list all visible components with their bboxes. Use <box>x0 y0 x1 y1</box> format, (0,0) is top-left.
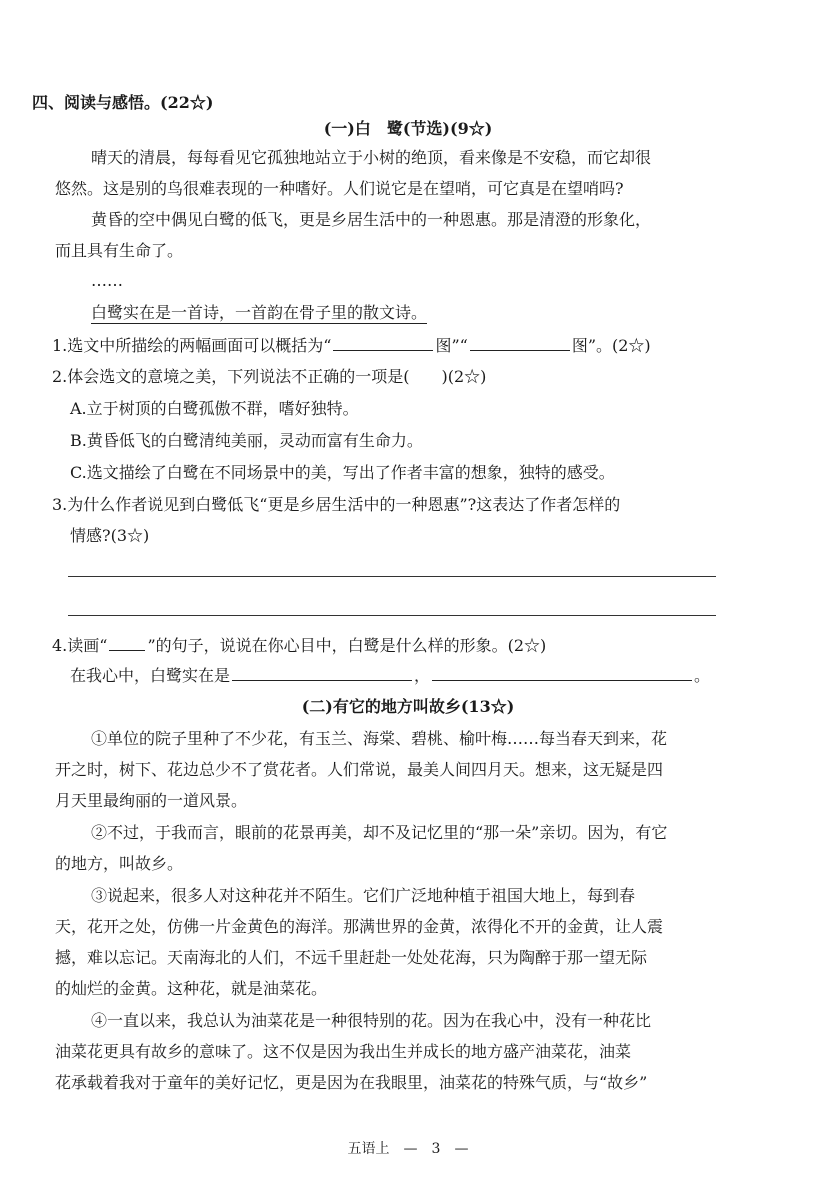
q1-text-a: 1.选文中所描绘的两幅画面可以概括为“ <box>52 336 332 355</box>
passage2-p3-line3: 撼，难以忘记。天南海北的人们，不远千里赶赴一处处花海，只为陶醉于那一望无际 <box>55 948 648 967</box>
q4-fill-line <box>70 664 710 687</box>
passage2-p4-line2: 油菜花更具有故乡的意味了。这不仅是因为我出生并成长的地方盛产油菜花，油菜 <box>55 1042 632 1061</box>
q1-blank-1[interactable] <box>333 334 433 351</box>
q4-blank-2[interactable] <box>432 664 692 681</box>
q4-text-a: 4.读画“ <box>52 636 108 655</box>
passage2-p4-line1: ④一直以来，我总认为油菜花是一种很特别的花。因为在我心中，没有一种花比 <box>91 1011 652 1030</box>
passage2-p4-line3: 花承载着我对于童年的美好记忆，更是因为在我眼里，油菜花的特殊气质，与“故乡” <box>55 1073 648 1092</box>
q4-blank-1[interactable] <box>232 664 412 681</box>
question-3-line2: 情感?(3☆) <box>70 526 150 545</box>
passage1-p1-line1: 晴天的清晨，每每看见它孤独地站立于小树的绝顶，看来像是不安稳，而它却很 <box>91 148 652 167</box>
passage1-p2-line1: 黄昏的空中偶见白鹭的低飞，更是乡居生活中的一种恩惠。那是清澄的形象化， <box>91 210 652 229</box>
q4-fill-text-c: 。 <box>694 666 711 685</box>
question-4 <box>52 634 546 657</box>
q1-text-c: 图”。(2☆) <box>571 336 651 355</box>
page-footer: 五语上 — 3 — <box>347 1141 469 1157</box>
q1-blank-2[interactable] <box>470 334 570 351</box>
passage1-p1-line2: 悠然。这是别的鸟很难表现的一种嗜好。人们说它是在望哨，可它真是在望哨吗? <box>55 179 624 198</box>
q4-underline-sample <box>109 634 145 651</box>
question-3-line1: 3.为什么作者说见到白鹭低飞“更是乡居生活中的一种恩惠”?这表达了作者怎样的 <box>52 495 621 514</box>
passage2-p3-line1: ③说起来，很多人对这种花并不陌生。它们广泛地种植于祖国大地上，每到春 <box>91 886 636 905</box>
q1-text-b: 图”“ <box>435 336 468 355</box>
q4-fill-text-b: ， <box>414 666 431 685</box>
passage2-title: (二)有它的地方叫故乡(13☆) <box>301 697 515 716</box>
question-1 <box>52 334 651 357</box>
underlined-sentence-text: 白鹭实在是一首诗，一首韵在骨子里的散文诗。 <box>91 303 428 322</box>
q3-answer-line-2[interactable] <box>68 615 716 616</box>
passage1-ellipsis: …… <box>91 271 123 290</box>
passage2-p2-line1: ②不过，于我而言，眼前的花景再美，却不及记忆里的“那一朵”亲切。因为，有它 <box>91 823 668 842</box>
passage1-underlined-sentence <box>91 302 427 324</box>
passage1-title: (一)白 鹭(节选)(9☆) <box>323 119 493 138</box>
passage2-p3-line4: 的灿烂的金黄。这种花，就是油菜花。 <box>55 979 328 998</box>
q2-option-c: C.选文描绘了白鹭在不同场景中的美，写出了作者丰富的想象，独特的感受。 <box>70 463 615 482</box>
passage2-p1-line1: ①单位的院子里种了不少花，有玉兰、海棠、碧桃、榆叶梅……每当春天到来，花 <box>91 729 668 748</box>
passage1-p2-line2: 而且具有生命了。 <box>55 241 184 260</box>
passage2-p1-line2: 开之时，树下、花边总少不了赏花者。人们常说，最美人间四月天。想来，这无疑是四 <box>55 760 664 779</box>
q2-option-b: B.黄昏低飞的白鹭清纯美丽，灵动而富有生命力。 <box>70 431 423 450</box>
q4-text-b: ”的句子，说说在你心目中，白鹭是什么样的形象。(2☆) <box>147 636 547 655</box>
q4-fill-text-a: 在我心中，白鹭实在是 <box>70 666 231 685</box>
passage2-p3-line2: 天，花开之处，仿佛一片金黄色的海洋。那满世界的金黄，浓得化不开的金黄，让人震 <box>55 917 664 936</box>
section-title: 四、阅读与感悟。(22☆) <box>32 93 214 112</box>
passage2-p2-line2: 的地方，叫故乡。 <box>55 854 184 873</box>
question-2: 2.体会选文的意境之美，下列说法不正确的一项是( )(2☆) <box>52 367 487 386</box>
q2-option-a: A.立于树顶的白鹭孤傲不群，嗜好独特。 <box>70 399 359 418</box>
passage2-p1-line3: 月天里最绚丽的一道风景。 <box>55 791 248 810</box>
q3-answer-line-1[interactable] <box>68 576 716 577</box>
